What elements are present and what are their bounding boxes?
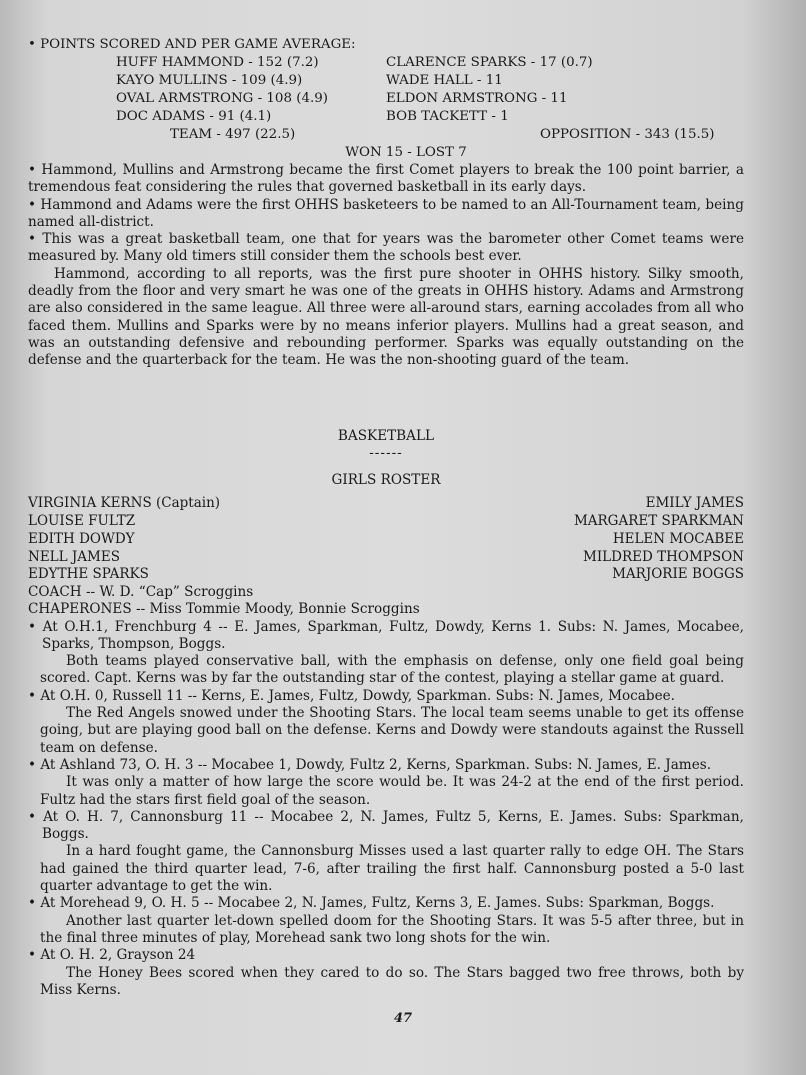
scorer-left: DOC ADAMS - 91 (4.1) [116, 109, 272, 124]
roster-player: EDYTHE SPARKS [28, 566, 149, 583]
game-entry [28, 895, 744, 947]
season-record: WON 15 - LOST 7 [345, 145, 467, 160]
game-score-line: • At O. H. 7, Cannonsburg 11 -- Mocabee 2, N. James, Fultz 5, Kerns, E. James. Subs: Sparkman, Boggs. [28, 809, 744, 844]
note-paragraph: • This was a great basketball team, one that for years was the barometer other Comet teams were measured by. Many old timers still consider them the schools best ever. [28, 231, 744, 266]
roster-title: GIRLS ROSTER [331, 472, 441, 489]
roster-player: MARGARET SPARKMAN [573, 513, 744, 530]
roster-player: HELEN MOCABEE [612, 530, 744, 547]
opposition-total: OPPOSITION - 343 (15.5) [540, 127, 715, 142]
game-score-line: • At O.H. 0, Russell 11 -- Kerns, E. James, Fultz, Dowdy, Sparkman. Subs: N. James, Mocabee. [28, 688, 744, 705]
scorer-left: HUFF HAMMOND - 152 (7.2) [116, 55, 319, 70]
girls-roster [28, 495, 744, 584]
roster-player: NELL JAMES [28, 548, 120, 565]
game-description: Both teams played conservative ball, with the emphasis on defense, only one field goal being scored. Capt. Kerns was by far the outstanding star of the contest, playing a stellar game at guard. [40, 653, 744, 687]
game-description: The Red Angels snowed under the Shooting Stars. The local team seems unable to get its offense going, but are playing good ball on the defense. Kerns and Dowdy were standouts against the Russell team on defense. [40, 705, 744, 756]
roster-player: EDITH DOWDY [28, 530, 135, 547]
game-description: The Honey Bees scored when they cared to do so. The Stars bagged two free throws, both by Miss Kerns. [40, 964, 744, 998]
coach-line: COACH -- W. D. “Cap” Scroggins [28, 583, 254, 600]
team-totals [170, 126, 744, 144]
chaperones-line: CHAPERONES -- Miss Tommie Moody, Bonnie Scroggins [28, 601, 420, 618]
scoring-grid [116, 54, 744, 126]
game-entry [28, 619, 744, 688]
game-entry [28, 809, 744, 895]
game-score-line: • At O.H.1, Frenchburg 4 -- E. James, Sparkman, Fultz, Dowdy, Kerns 1. Subs: N. James, Mocabee, Sparks, Thompson, Boggs. [28, 619, 744, 654]
scorer-right: WADE HALL - 11 [386, 73, 503, 88]
game-description: Another last quarter let-down spelled doom for the Shooting Stars. It was 5-5 after three, but in the final three minutes of play, Morehead sank two long shots for the win. [40, 912, 744, 946]
summary-paragraph: Hammond, according to all reports, was the first pure shooter in OHHS history. Silky smooth, deadly from the floor and very smart he was one of the greats in OHHS history. Adams and Armstrong are also considered in the same league. All three were all-around stars, earning accolades from all who faced them. Mullins and Sparks were by no means inferior players. Mullins had a great season, and was an outstanding defensive and rebounding performer. Sparks was equally outstanding on the defense and the quarterback for the team. He was the non-shooting guard of the team. [28, 265, 744, 369]
roster-player: EMILY JAMES [645, 495, 744, 512]
game-score-line: • At Ashland 73, O. H. 3 -- Mocabee 1, Dowdy, Fultz 2, Kerns, Sparkman. Subs: N. James, E. James. [28, 757, 744, 774]
roster-player: LOUISE FULTZ [28, 513, 136, 530]
roster-player: MILDRED THOMPSON [583, 548, 744, 565]
team-total: TEAM - 497 (22.5) [170, 127, 296, 142]
scorer-right: ELDON ARMSTRONG - 11 [386, 91, 568, 106]
game-score-line: • At Morehead 9, O. H. 5 -- Mocabee 2, N. James, Fultz, Kerns 3, E. James. Subs: Sparkman, Boggs. [28, 895, 744, 912]
game-entry [28, 688, 744, 757]
scorer-left: KAYO MULLINS - 109 (4.9) [116, 73, 303, 88]
game-description: It was only a matter of how large the score would be. It was 24-2 at the end of the first period. Fultz had the stars first field goal of the season. [40, 774, 744, 808]
note-paragraph: • Hammond and Adams were the first OHHS basketeers to be named to an All-Tournament team, being named all-district. [28, 197, 744, 232]
section-title: BASKETBALL [337, 427, 435, 444]
game-score-line: • At O. H. 2, Grayson 24 [28, 947, 744, 964]
roster-player: MARJORIE BOGGS [612, 566, 744, 583]
game-description: In a hard fought game, the Cannonsburg Misses used a last quarter rally to edge OH. The Stars had gained the third quarter lead, 7-6, after trailing the first half. Cannonsburg posted a 5-0 last quarter advantage to get the win. [40, 843, 744, 895]
scoring-header: • POINTS SCORED AND PER GAME AVERAGE: [28, 36, 744, 54]
roster-player: VIRGINIA KERNS (Captain) [28, 495, 221, 512]
note-paragraph: • Hammond, Mullins and Armstrong became the first Comet players to break the 100 point barrier, a tremendous feat considering the rules that governed basketball in its early days. [28, 162, 744, 197]
page-number: 47 [393, 1011, 413, 1026]
scoring-summary [28, 36, 744, 162]
game-entry [28, 757, 744, 809]
scorer-right: BOB TACKETT - 1 [386, 109, 509, 124]
scorer-right: CLARENCE SPARKS - 17 (0.7) [386, 55, 593, 70]
section-rule: ------ [369, 444, 403, 461]
scorer-left: OVAL ARMSTRONG - 108 (4.9) [116, 91, 328, 106]
game-entry [28, 947, 744, 999]
